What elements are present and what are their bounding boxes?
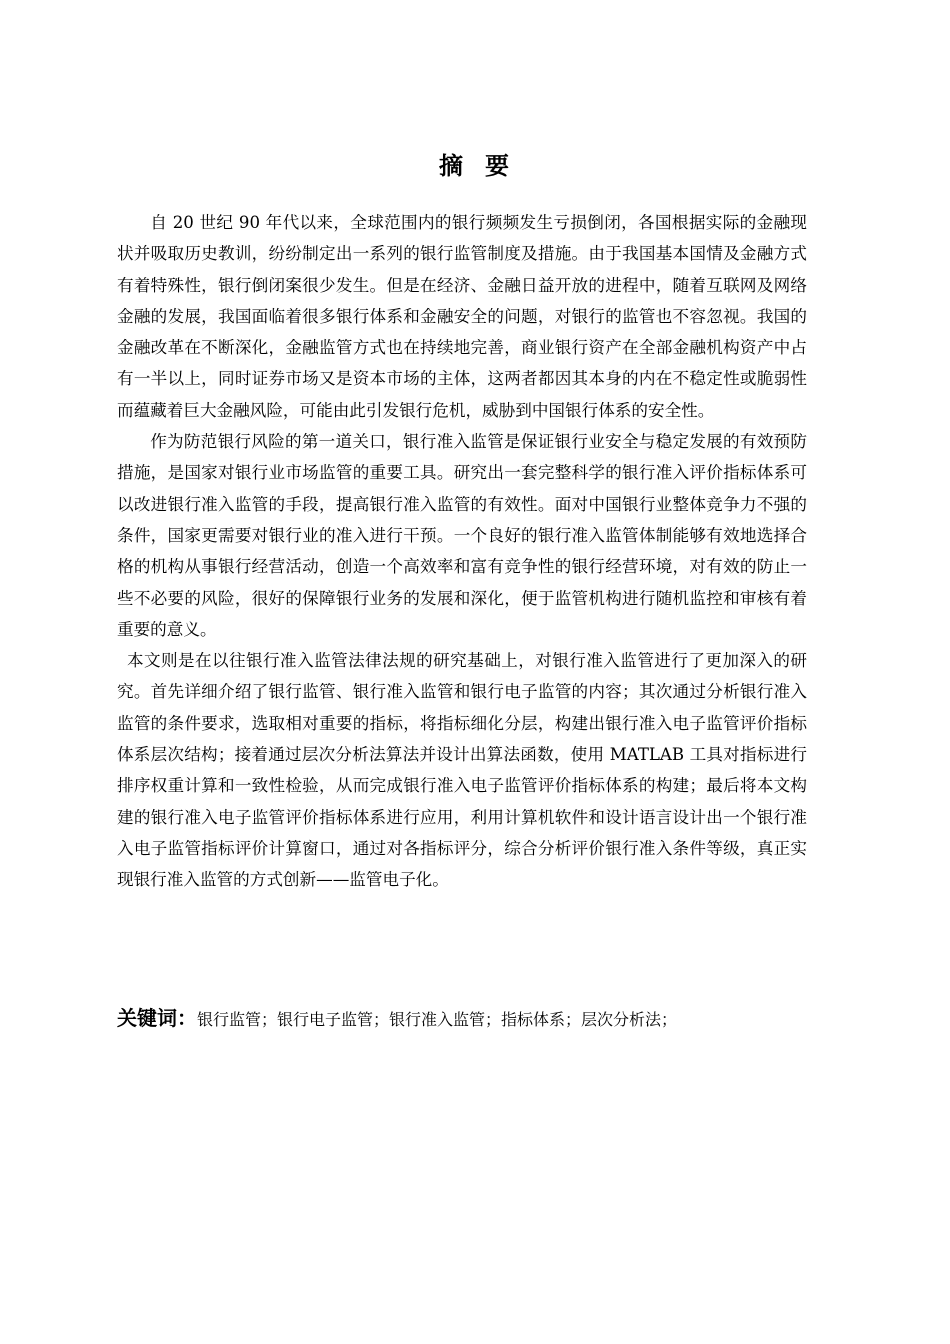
abstract-title-char-2: 要 [485,152,511,180]
abstract-paragraph-2: 作为防范银行风险的第一道关口，银行准入监管是保证银行业安全与稳定发展的有效预防措施，是国家对银行业市场监管的重要工具。研究出一套完整科学的银行准入评价指标体系可以改进银行准入监管的手段，提高银行准入监管的有效性。面对中国银行业整体竞争力不强的条件，国家更需要对银行业的准入进行干预。一个良好的银行准入监管体制能够有效地选择合格的机构从事银行经营活动，创造一个高效率和富有竞争性的银行经营环境，对有效的防止一些不必要的风险，很好的保障银行业务的发展和深化，便于监管机构进行随机监控和审核有着重要的意义。 [117,432,807,639]
keywords-line [117,1001,817,1037]
abstract-paragraph-3: 本文则是在以往银行准入监管法律法规的研究基础上，对银行准入监管进行了更加深入的研究。首先详细介绍了银行监管、银行准入监管和银行电子监管的内容；其次通过分析银行准入监管的条件要求，选取相对重要的指标，将指标细化分层，构建出银行准入电子监管评价指标体系层次结构；接着通过层次分析法算法并设计出算法函数，使用 MATLAB 工具对指标进行排序权重计算和一致性检验，从而完成银行准入电子监管评价指标体系的构建；最后将本文构建的银行准入电子监管评价指标体系进行应用，利用计算机软件和设计语言设计出一个银行准入电子监管指标评价计算窗口，通过对各指标评分，综合分析评价银行准入条件等级，真正实现银行准入监管的方式创新——监管电子化。 [117,651,807,890]
abstract-paragraph-1: 自 20 世纪 90 年代以来，全球范围内的银行频频发生亏损倒闭，各国根据实际的金融现状并吸取历史教训，纷纷制定出一系列的银行监管制度及措施。由于我国基本国情及金融方式有着特殊性，银行倒闭案很少发生。但是在经济、金融日益开放的进程中，随着互联网及网络金融的发展，我国面临着很多银行体系和金融安全的问题，对银行的监管也不容忽视。我国的金融改革在不断深化，金融监管方式也在持续地完善，商业银行资产在全部金融机构资产中占有一半以上，同时证券市场又是资本市场的主体，这两者都因其本身的内在不稳定性或脆弱性而蕴藏着巨大金融风险，可能由此引发银行危机，威胁到中国银行体系的安全性。 [117,213,807,420]
abstract-title-char-1: 摘 [439,152,465,180]
abstract-body [117,207,807,896]
keywords-values: 银行监管；银行电子监管；银行准入监管；指标体系；层次分析法； [197,1010,678,1029]
abstract-title [0,148,950,184]
keywords-label: 关键词： [117,1006,197,1030]
